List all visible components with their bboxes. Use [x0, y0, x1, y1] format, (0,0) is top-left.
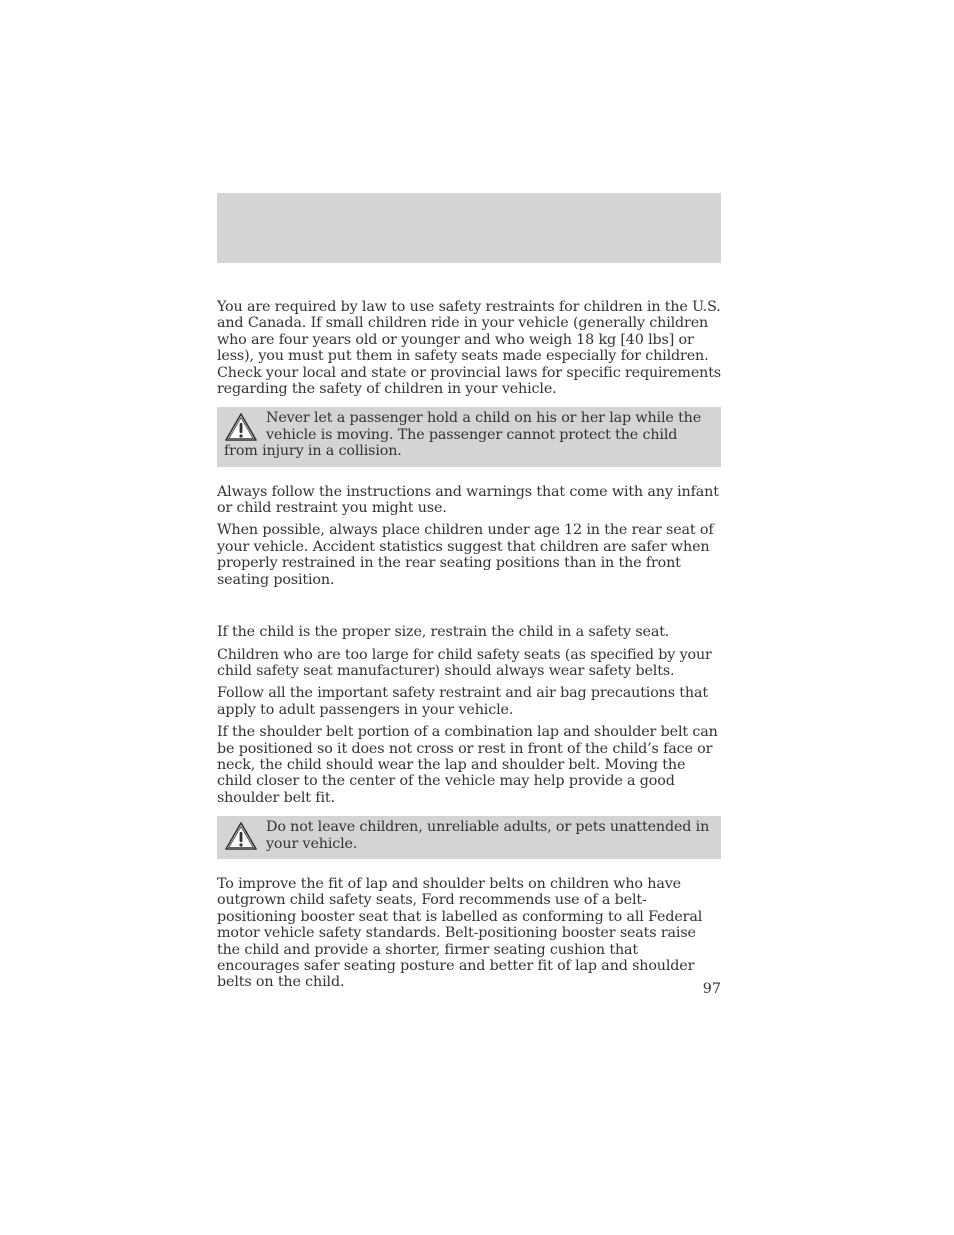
- page-number: 97: [702, 981, 721, 997]
- proper-size-paragraph: If the child is the proper size, restrain the child in a safety seat.: [217, 624, 670, 641]
- warning-box-unattended: [217, 816, 721, 859]
- shoulder-belt-paragraph: If the shoulder belt portion of a combination lap and shoulder belt can be positioned so it does not cross or rest in front of the child’s face or neck, the child should wear the lap and shoulder belt. Moving the child closer to the center of the vehicle may help provide a good shoulder belt fit.: [217, 724, 718, 806]
- header-band: [217, 193, 721, 263]
- instructions-paragraph: Always follow the instructions and warnings that come with any infant or child restraint you might use.: [217, 483, 719, 517]
- section-gap: [217, 594, 723, 624]
- rear-seat-paragraph: When possible, always place children under age 12 in the rear seat of your vehicle. Accident statistics suggest that children are safer when properly restrained in the rear seating positions than in the front seating position.: [217, 522, 714, 588]
- page-content: [217, 299, 723, 997]
- precautions-paragraph: Follow all the important safety restraint and air bag precautions that apply to adult passengers in your vehicle.: [217, 685, 708, 718]
- warning-triangle-icon: [224, 412, 258, 442]
- warning-triangle-icon: [224, 821, 258, 851]
- booster-seat-paragraph: To improve the fit of lap and shoulder belts on children who have outgrown child safety seats, Ford recommends use of a belt-positioning booster seat that is labelled as conforming to all Federal motor vehicle safety standards. Belt-positioning booster seats raise the child and provide a shorter, firmer seating cushion that encourages safer seating posture and better fit of lap and shoulder belts on the child.: [217, 875, 703, 991]
- warning-text-lap: Never let a passenger hold a child on his or her lap while the vehicle is moving. The passenger cannot protect the child from injury in a collision.: [224, 410, 702, 460]
- warning-text-unattended: Do not leave children, unreliable adults, or pets unattended in your vehicle.: [266, 819, 710, 852]
- intro-paragraph: You are required by law to use safety restraints for children in the U.S. and Canada. If small children ride in your vehicle (generally children who are four years old or younger and who weigh 18 kg [40 lbs] or less), you must put them in safety seats made especially for children. Check your local and state or provincial laws for specific requirements regarding the safety of children in your vehicle.: [217, 299, 721, 398]
- warning-box-lap: [217, 407, 721, 466]
- too-large-paragraph: Children who are too large for child safety seats (as specified by your child safety seat manufacturer) should always wear safety belts.: [217, 646, 712, 679]
